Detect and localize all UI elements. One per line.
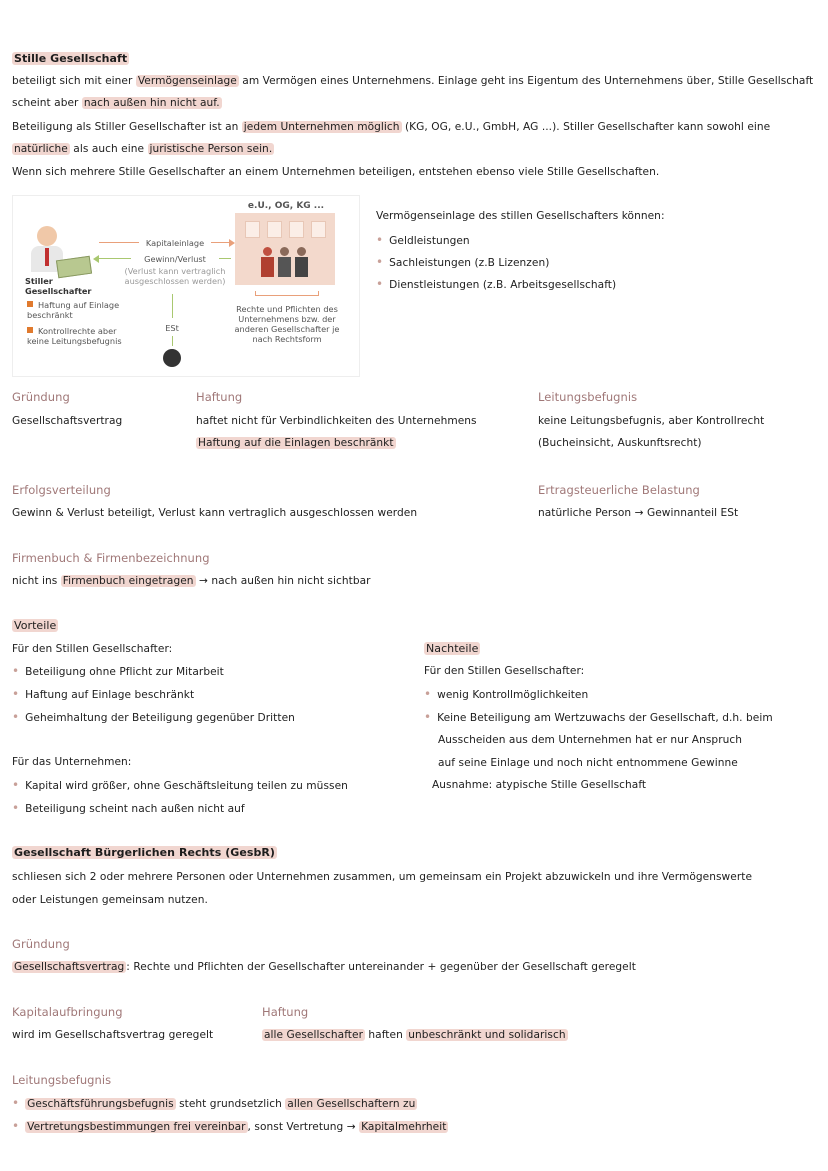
person-icon bbox=[37, 226, 57, 246]
nachteile-item-2c: auf seine Einlage und noch nicht entnommene Gewinne bbox=[438, 757, 738, 769]
einlage-title: Vermögenseinlage des stillen Gesellschafters können: bbox=[376, 210, 665, 222]
vorteile-item-5: • Beteiligung scheint nach außen nicht auf bbox=[12, 801, 245, 815]
gruendung-header: Gründung bbox=[12, 390, 70, 404]
est-label: ESt bbox=[165, 323, 179, 333]
nachteile-item-2: • Keine Beteiligung am Wertzuwachs der Gesellschaft, d.h. beim bbox=[424, 710, 773, 724]
stiller-label: Stiller Gesellschafter bbox=[25, 276, 92, 296]
gewinn-label: Gewinn/Verlust bbox=[131, 254, 219, 264]
gesbr-leitung-header: Leitungsbefugnis bbox=[12, 1073, 112, 1087]
stille-line-1: beteiligt sich mit einer Vermögenseinlage am Vermögen eines Unternehmens. Einlage geht ins Eigentum des Unternehmens über, Stille Gesellschaft bbox=[12, 75, 814, 87]
section-title-stille: Stille Gesellschaft bbox=[14, 52, 128, 65]
firmenbuch-header: Firmenbuch & Firmenbezeichnung bbox=[12, 551, 210, 565]
ertrag-text: natürliche Person → Gewinnanteil ESt bbox=[538, 507, 739, 519]
leitung-line-1: keine Leitungsbefugnis, aber Kontrollrecht bbox=[538, 415, 765, 427]
erfolg-header: Erfolgsverteilung bbox=[12, 483, 111, 497]
haftung-line-1: haftet nicht für Verbindlichkeiten des Unternehmens bbox=[196, 415, 477, 427]
stille-line-3: Beteiligung als Stiller Gesellschafter ist an jedem Unternehmen möglich (KG, OG, e.U., GmbH, AG ...). Stiller Gesellschafter kann sowohl eine bbox=[12, 121, 771, 133]
nachteile-item-2b: Ausscheiden aus dem Unternehmen hat er nur Anspruch bbox=[438, 734, 743, 746]
ertrag-header: Ertragsteuerliche Belastung bbox=[538, 483, 700, 497]
stille-line-4: natürliche als auch eine juristische Person sein. bbox=[14, 143, 273, 155]
leitung-header: Leitungsbefugnis bbox=[538, 390, 638, 404]
einlage-item-1: • Geldleistungen bbox=[376, 233, 470, 247]
nachteile-item-1: • wenig Kontrollmöglichkeiten bbox=[424, 687, 589, 701]
firmenbuch-text: nicht ins Firmenbuch eingetragen → nach außen hin nicht sichtbar bbox=[12, 575, 371, 587]
vorteile-item-1: • Beteiligung ohne Pflicht zur Mitarbeit bbox=[12, 664, 224, 678]
figure-bullet-2: Kontrollrechte aber keine Leitungsbefugnis bbox=[27, 326, 122, 346]
gesbr-line-1: schliesen sich 2 oder mehrere Personen oder Unternehmen zusammen, um gemeinsam ein Projekt abzuwickeln und ihre Vermögenswerte bbox=[12, 871, 753, 883]
einlage-item-2: • Sachleistungen (z.B Lizenzen) bbox=[376, 255, 550, 269]
vorteile-item-4: • Kapital wird größer, ohne Geschäftsleitung teilen zu müssen bbox=[12, 778, 348, 792]
vorteile-sub-2: Für das Unternehmen: bbox=[12, 756, 132, 768]
brace-line bbox=[255, 291, 319, 296]
verlust-note: (Verlust kann vertraglich ausgeschlossen werden) bbox=[124, 266, 226, 286]
gesbr-leitung-item-1: • Geschäftsführungsbefugnis steht grundsetzlich allen Gesellschaftern zu bbox=[12, 1096, 416, 1110]
haftung-line-2: Haftung auf die Einlagen beschränkt bbox=[198, 437, 394, 449]
money-icon bbox=[56, 256, 92, 279]
gesbr-haftung-header: Haftung bbox=[262, 1005, 309, 1019]
kapitaleinlage-label: Kapitaleinlage bbox=[139, 238, 211, 248]
eagle-emblem-icon bbox=[163, 349, 181, 367]
gruendung-text: Gesellschaftsvertrag bbox=[12, 415, 123, 427]
vorteile-header: Vorteile bbox=[14, 619, 57, 632]
gesbr-gruendung-text: Gesellschaftsvertrag : Rechte und Pflichten der Gesellschafter untereinander + gegenüber der Gesellschaft geregelt bbox=[14, 961, 636, 973]
haftung-header: Haftung bbox=[196, 390, 243, 404]
arrow-right-icon bbox=[229, 239, 235, 247]
einlage-item-3: • Dienstleistungen (z.B. Arbeitsgesellschaft) bbox=[376, 277, 617, 291]
rights-caption: Rechte und Pflichten des Unternehmens bzw. der anderen Gesellschafter je nach Rechtsform bbox=[234, 304, 340, 344]
vorteile-sub-1: Für den Stillen Gesellschafter: bbox=[12, 643, 173, 655]
stille-line-2: scheint aber nach außen hin nicht auf. bbox=[12, 97, 220, 109]
figure-bullet-1: Haftung auf Einlage beschränkt bbox=[27, 300, 120, 320]
nachteile-sub: Für den Stillen Gesellschafter: bbox=[424, 665, 585, 677]
gesbr-line-2: oder Leistungen gemeinsam nutzen. bbox=[12, 894, 208, 906]
erfolg-text: Gewinn & Verlust beteiligt, Verlust kann vertraglich ausgeschlossen werden bbox=[12, 507, 418, 519]
stille-gesellschaft-diagram bbox=[12, 195, 360, 377]
gesbr-kapital-header: Kapitalaufbringung bbox=[12, 1005, 123, 1019]
leitung-line-2: (Bucheinsicht, Auskunftsrecht) bbox=[538, 437, 702, 449]
company-building-icon bbox=[235, 213, 335, 285]
section-title-gesbr: Gesellschaft Bürgerlichen Rechts (GesbR) bbox=[14, 846, 275, 859]
arrow-left-icon bbox=[93, 255, 99, 263]
nachteile-ausnahme: Ausnahme: atypische Stille Gesellschaft bbox=[432, 779, 647, 791]
gesbr-haftung-text: alle Gesellschafter haften unbeschränkt und solidarisch bbox=[264, 1029, 566, 1041]
gesbr-leitung-item-2: • Vertretungsbestimmungen frei vereinbar , sonst Vertretung → Kapitalmehrheit bbox=[12, 1119, 447, 1133]
nachteile-header: Nachteile bbox=[426, 642, 479, 655]
gesbr-kapital-text: wird im Gesellschaftsvertrag geregelt bbox=[12, 1029, 214, 1041]
gesbr-gruendung-header: Gründung bbox=[12, 937, 70, 951]
company-type-label: e.U., OG, KG ... bbox=[247, 201, 325, 211]
vorteile-item-3: • Geheimhaltung der Beteiligung gegenüber Dritten bbox=[12, 710, 295, 724]
stille-line-5: Wenn sich mehrere Stille Gesellschafter an einem Unternehmen beteiligen, entstehen ebenso viele Stille Gesellschaften. bbox=[12, 166, 660, 178]
vorteile-item-2: • Haftung auf Einlage beschränkt bbox=[12, 687, 195, 701]
